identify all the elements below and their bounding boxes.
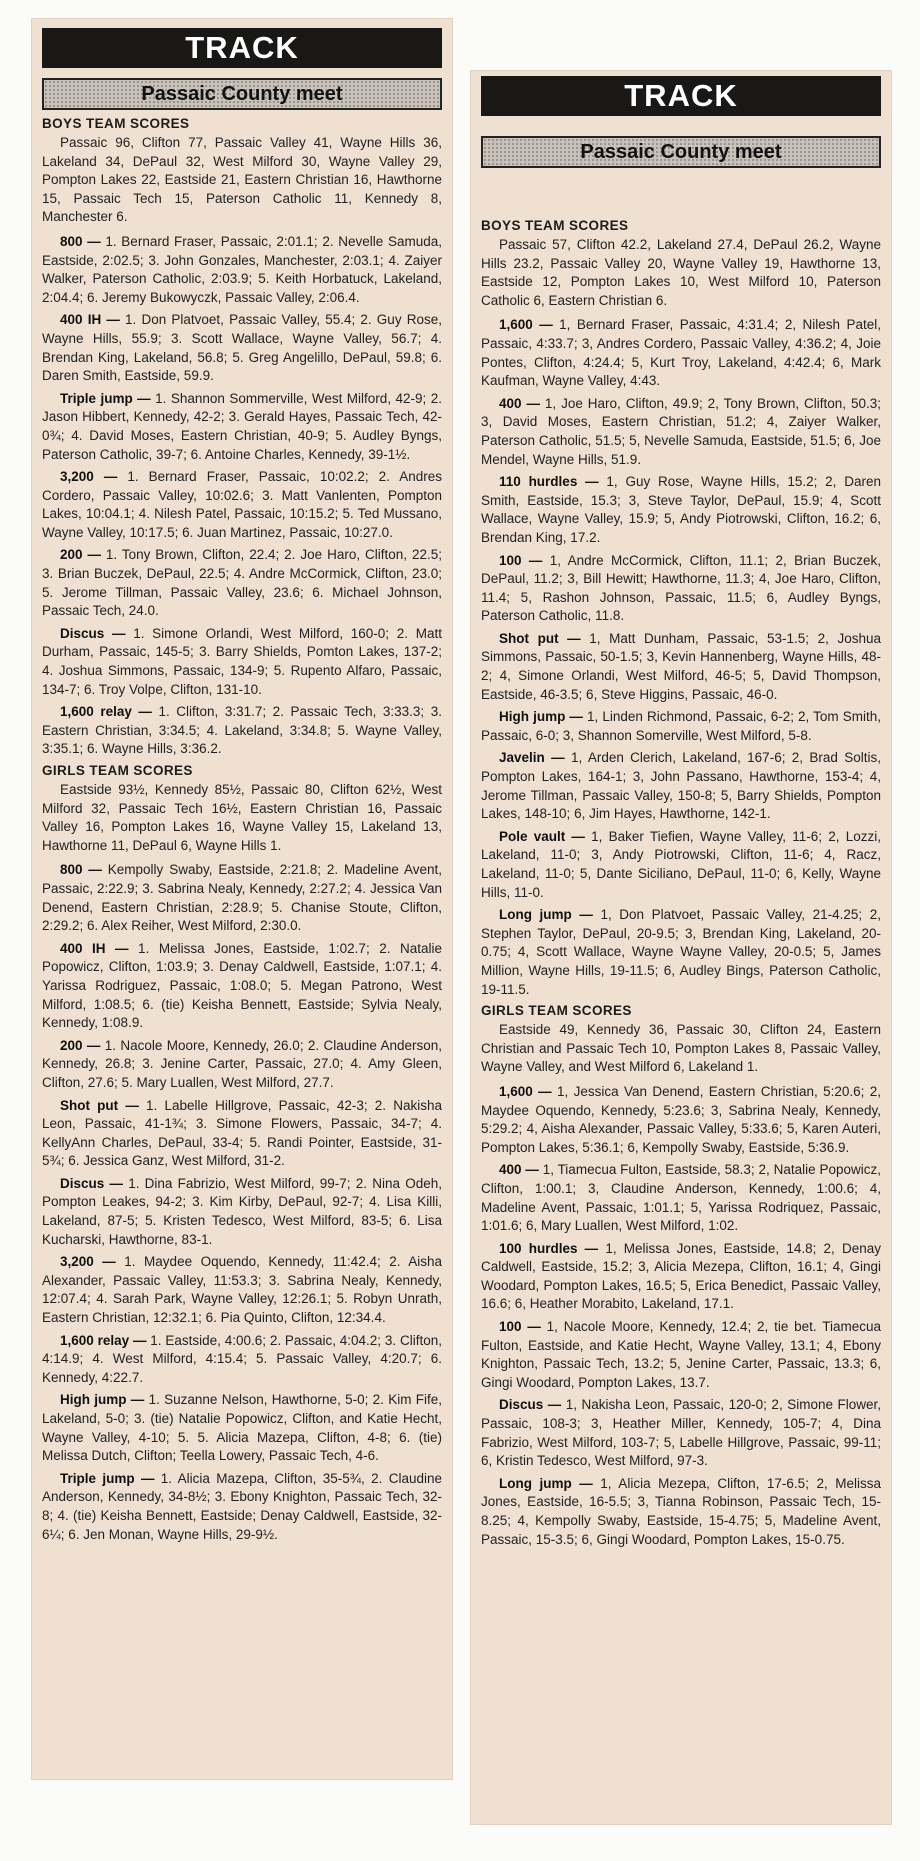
event-placings: 1. Bernard Fraser, Passaic, 10:02.2; 2. Andres Cordero, Passaic Valley, 10:02.6; 3. Matt Vanlenten, Pompton Lakes, 10:04.1; 4. Nilesh Patel, Passaic, 10:15.2; 5. Ted Mussano, Wayne Valley, 10:17.5; 6. Juan Martinez, Passaic, 10:27.0. [42,469,442,540]
boys-team-scores: Passaic 96, Clifton 77, Passaic Valley 41, Wayne Hills 36, Lakeland 34, DePaul 32, West Milford 30, Wayne Valley 29, Pompton Lakes 22, Eastside 21, Eastern Christian 16, Hawthorne 15, Passaic Tech 15, Paterson Catholic 11, Kennedy 8, Manchester 6. [42,135,442,225]
event-placings: 1, Nakisha Leon, Passaic, 120-0; 2, Simone Flower, Passaic, 108-3; 3, Heather Miller, Kennedy, 105-7; 4, Dina Fabrizio, West Milford, 103-7; 5, Labelle Hillgrove, Passaic, 99-11; 6, Kristin Tedesco, West Milford, 97-3. [481,1397,881,1469]
event-placings: 1, Matt Dunham, Passaic, 53-1.5; 2, Joshua Simmons, Passaic, 50-1.5; 3, Kevin Hannenberg, Wayne Hills, 48-2; 4, Simone Orlandi, West Milford, 46-5; 5, David Thompson, Eastside, 46-3.5; 6, Steve Higgins, Passaic, 46-0. [481,630,882,702]
boys-team-scores-label: BOYS TEAM SCORES [481,218,629,233]
event-result [42,861,442,935]
event-result [42,1097,442,1171]
event-name: 3,200 — [60,469,118,485]
right-clipping [470,70,892,1825]
event-placings: 1. Clifton, 3:31.7; 2. Passaic Tech, 3:33.3; 3. Eastern Christian, 3:34.5; 4. Lakeland, 3:34.8; 5. Wayne Valley, 3:35.1; 6. Wayne Hills, 3:36.2. [42,704,442,757]
event-name: Discus — [499,1397,562,1413]
event-result [42,1253,442,1327]
event-result [42,625,442,699]
event-name: Discus — [60,625,126,641]
event-placings: 1. Melissa Jones, Eastside, 1:02.7; 2. Natalie Popowicz, Clifton, 1:03.9; 3. Denay Caldwell, Eastside, 1:07.1; 4. Yarissa Rodriguez, Passaic, 1:08.0; 5. Megan Patrono, West Milford, 1:08.5; 6. (tie) Keisha Bennett, Eastside; Sylvia Nealy, Kennedy, 1:08.9. [42,940,442,1031]
event-result [42,1470,442,1544]
event-name: 1,600 relay — [60,1332,147,1348]
event-name: Long jump — [499,1475,593,1491]
event-name: Pole vault — [499,828,585,844]
event-placings: 1, Tiamecua Fulton, Eastside, 58.3; 2, Natalie Popowicz, Clifton, 1:00.1; 3, Claudine Anderson, Kennedy, 1:00.6; 4, Madeline Avent, Passaic, 1:01.1; 5, Yarissa Rodriquez, Passaic, 1:01.6; 6, Mary Luallen, West Milford, 1:02. [481,1162,881,1234]
event-result [481,395,881,469]
event-name: Shot put — [499,630,581,646]
girls-event-results [481,1083,881,1549]
girls-team-scores-label: GIRLS TEAM SCORES [481,1003,632,1019]
event-placings: 1. Tony Brown, Clifton, 22.4; 2. Joe Haro, Clifton, 22.5; 3. Brian Buczek, DePaul, 22.5; 4. Andre McCormick, Clifton, 23.0; 5. Jerome Tillman, Passaic Valley, 23.6; 6. Michael Johnson, Passaic Tech, 24.0. [42,547,442,619]
event-result [481,708,881,745]
event-result [42,940,442,1033]
event-name: 200 — [60,1037,101,1053]
boys-event-results [481,316,881,999]
event-name: 800 — [60,233,101,249]
event-name: 200 — [60,547,101,563]
event-placings: 1, Bernard Fraser, Passaic, 4:31.4; 2, Nilesh Patel, Passaic, 4:33.7; 3, Andres Cordero, Passaic Valley, 4:36.2; 4, Joie Pontes, Clifton, 4:24.4; 5, Kurt Troy, Lakeland, 4:42.4; 6, Mark Kaufman, Wayne Valley, 4:43. [481,317,881,389]
event-result [42,1332,442,1388]
event-name: Javelin — [499,750,565,766]
event-name: 100 — [499,552,543,568]
event-result [42,703,442,759]
event-result [42,1175,442,1249]
event-placings: 1, Joe Haro, Clifton, 49.9; 2, Tony Brown, Clifton, 50.3; 3, David Moses, Eastern Christian, 51.2; 4, Zaiyer Walker, Paterson Catholic, 51.5; 5, Nevelle Samuda, Eastside, 51.5; 6, Joe Mendel, Wayne Hills, 51.9. [481,395,881,467]
event-placings: 1, Guy Rose, Wayne Hills, 15.2; 2, Daren Smith, Eastside, 15.3; 3, Steve Taylor, DePaul, 15.9; 4, Scott Wallace, Wayne Valley, 15.9; 5, Andy Piotrowski, Clifton, 16.2; 6, Brendan King, 17.2. [481,474,881,545]
event-name: 800 — [60,862,102,878]
event-placings: 1. Eastside, 4:00.6; 2. Passaic, 4:04.2; 3. Clifton, 4:14.9; 4. West Milford, 4:15.4; 5. Passaic Valley, 4:20.7; 6. Kennedy, 4:22.7. [42,1332,442,1385]
event-placings: 1, Andre McCormick, Clifton, 11.1; 2, Brian Buczek, DePaul, 11.2; 3, Bill Hewitt; Hawthorne, 11.3; 4, Joe Haro, Clifton, 11.4; 5, Rashon Johnson, Passaic, 11.5; 6, Audley Byngs, Paterson Catholic, 11.8. [481,552,882,624]
event-placings: 1, Arden Clerich, Lakeland, 167-6; 2, Brad Soltis, Pompton Lakes, 164-1; 3, John Passano, Hawthorne, 153-4; 4, Jerome Tillman, Passaic Valley, 150-8; 5, Barry Shields, Pompton Lakes, 148-10; 6, Jim Hayes, Hawthorne, 142-1. [481,750,882,822]
girls-team-scores: Eastside 93½, Kennedy 85½, Passaic 80, Clifton 62½, West Milford 32, Passaic Tech 16½, Eastern Christian 16, Passaic Valley 16, Pompton Lakes 16, Wayne Valley 15, Lakeland 13, Hawthorne 11, DePaul 6, Wayne Hills 1. [42,782,442,853]
right-clipping-content [470,70,892,1549]
event-name: 110 hurdles — [499,474,599,490]
event-result [481,749,881,823]
event-result [481,630,881,704]
boys-event-results [42,233,442,759]
event-name: 1,600 — [499,1083,552,1099]
event-placings: 1. Simone Orlandi, West Milford, 160-0; 2. Matt Durham, Passaic, 145-5; 3. Barry Shields, Pomton Lakes, 137-2; 4. Joshua Simmons, Passaic, 134-9; 5. Rupento Alfaro, Passaic, 134-7; 6. Troy Volpe, Clifton, 131-10. [42,625,442,697]
event-result [481,1240,881,1314]
event-result [42,1037,442,1093]
event-name: 400 IH — [60,312,120,328]
event-result [42,468,442,542]
event-result [481,552,881,626]
track-heading: TRACK [481,76,881,116]
event-name: 1,600 — [499,317,553,333]
event-placings: 1, Linden Richmond, Passaic, 6-2; 2, Tom Smith, Passaic, 6-0; 3, Shannon Somerville, West Milford, 5-8. [481,709,881,743]
event-placings: 1. Labelle Hillgrove, Passaic, 42-3; 2. Nakisha Leon, Passaic, 41-1¾; 3. Simone Flowers, Passaic, 34-7; 4. KellyAnn Charles, DePaul, 33-4; 5. Randi Pointer, Eastside, 31-5¾; 6. Jessica Ganz, West Milford, 31-2. [42,1097,442,1169]
event-placings: 1, Alicia Mezepa, Clifton, 17-6.5; 2, Melissa Jones, Eastside, 16-5.5; 3, Tianna Robinson, Passaic Tech, 15-8.25; 4, Kempolly Swaby, Eastside, 15-4.75; 5, Madeline Avent, Passaic, 15-3.5; 6, Gingi Woodard, Pompton Lakes, 15-0.75. [481,1475,881,1547]
event-result [481,1318,881,1392]
event-placings: 1. Nacole Moore, Kennedy, 26.0; 2. Claudine Anderson, Kennedy, 26.8; 3. Jenine Carter, Passaic, 27.0; 4. Amy Gleen, Clifton, 27.6; 5. Mary Luallen, West Milford, 27.7. [42,1037,442,1090]
event-name: 400 — [499,395,540,411]
event-placings: 1, Don Platvoet, Passaic Valley, 21-4.25; 2, Stephen Taylor, DePaul, 20-9.5; 3, Brendan King, Lakeland, 20-0.75; 4, Scott Wallace, Wayne Wayne Valley, 20-0.5; 5, James Million, Wayne Hills, 19-11.5; 6, Audley Bings, Paterson Catholic, 19-11.5. [481,907,881,997]
girls-team-scores: Eastside 49, Kennedy 36, Passaic 30, Clifton 24, Eastern Christian and Passaic Tech 10, Pompton Lakes 8, Passaic Valley, Wayne Valley, and West Milford 6, Lakeland 1. [481,1022,881,1075]
event-name: High jump — [60,1392,145,1408]
event-result [481,1083,881,1157]
event-name: 100 hurdles — [499,1240,599,1256]
boys-team-scores: Passaic 57, Clifton 42.2, Lakeland 27.4, DePaul 26.2, Wayne Hills 23.2, Passaic Valley 20, Wayne Valley 19, Hawthorne 13, Eastside 12, Pompton Lakes 10, West Milford 10, Paterson Catholic 6, Eastern Christian 6. [481,237,881,308]
event-name: Triple jump — [60,1470,155,1486]
event-name: 3,200 — [60,1254,116,1270]
event-placings: 1. Suzanne Nelson, Hawthorne, 5-0; 2. Kim Fife, Lakeland, 5-0; 3. (tie) Natalie Popowicz, Clifton, and Katie Hecht, Wayne Valley, 4-10; 5. 5. Alicia Mazepa, Clifton, 4-8; 6. (tie) Melissa Dutch, Clifton; Teella Lowery, Passaic Tech, 4-6. [42,1392,442,1464]
event-name: Long jump — [499,907,593,923]
event-name: High jump — [499,709,583,725]
track-heading: TRACK [42,28,442,68]
event-result [42,233,442,307]
event-result [481,1396,881,1470]
event-name: 1,600 relay — [60,704,152,720]
event-name: 400 — [499,1162,539,1178]
event-result [481,906,881,999]
left-clipping-content [31,18,453,1544]
event-result [481,828,881,902]
event-result [481,473,881,547]
event-placings: 1. Shannon Sommerville, West Milford, 42-9; 2. Jason Hibbert, Kennedy, 42-2; 3. Gerald Hayes, Passaic Tech, 42-0¾; 4. David Moses, Eastern Christian, 40-9; 5. Audley Byngs, Paterson Catholic, 39-7; 6. Antoine Charles, Kennedy, 39-1½. [42,390,443,462]
meet-subheading: Passaic County meet [42,78,442,110]
meet-subheading: Passaic County meet [481,136,881,168]
event-name: Triple jump — [60,390,151,406]
event-placings: 1. Maydee Oquendo, Kennedy, 11:42.4; 2. Aisha Alexander, Passaic Valley, 11:53.3; 3. Sabrina Nealy, Kennedy, 12:07.4; 4. Sarah Park, Wayne Valley, 12:26.1; 5. Robyn Unrath, Eastern Christian, 12:32.1; 6. Pia Quinto, Clifton, 12:34.4. [42,1254,442,1326]
left-clipping [31,18,453,1780]
event-placings: 1. Dina Fabrizio, West Milford, 99-7; 2. Nina Odeh, Pompton Leakes, 94-2; 3. Kim Kirby, DePaul, 92-7; 4. Lisa Killi, Lakeland, 87-5; 5. Kristen Tedesco, West Milford, 83-5; 6. Lisa Kucharski, Hawthorne, 83-1. [42,1175,442,1247]
event-placings: Kempolly Swaby, Eastside, 2:21.8; 2. Madeline Avent, Passaic, 2:22.9; 3. Sabrina Nealy, Kennedy, 2:27.2; 4. Jessica Van Denend, Eastern Christian, 2:28.9; 5. Chanise Stoute, Clifton, 2:29.2; 6. Alex Reiher, West Milford, 2:30.0. [42,862,442,934]
girls-event-results [42,861,442,1544]
event-placings: 1. Alicia Mazepa, Clifton, 35-5¾, 2. Claudine Anderson, Kennedy, 34-8½; 3. Ebony Knighton, Passaic Tech, 32-8; 4. (tie) Keisha Bennett, Eastside; Denay Caldwell, Eastside, 32-6¼; 6. Jen Monan, Wayne Hills, 29-9½. [42,1470,442,1542]
event-placings: 1, Nacole Moore, Kennedy, 12.4; 2, tie bet. Tiamecua Fulton, Eastside, and Katie Hecht, Wayne Valley, 13.1; 4, Ebony Knighton, Passaic Tech, 13.2; 5, Jenine Carter, Passaic, 13.3; 6, Gingi Woodard, Pompton Lakes, 13.7. [481,1319,881,1390]
event-name: Discus — [60,1175,123,1191]
event-result [42,1391,442,1465]
event-placings: 1, Baker Tiefien, Wayne Valley, 11-6; 2, Lozzi, Lakeland, 11-0; 3, Andy Piotrowski, Clifton, 11-6; 4, Racz, Lakeland, 11-0; 5, Dante Siciliano, DePaul, 11-0; 6, Kelly, Wayne Hills, 11-0. [481,828,881,900]
event-name: 400 IH — [60,940,129,956]
event-placings: 1, Melissa Jones, Eastside, 14.8; 2, Denay Caldwell, Eastside, 15.2; 3, Alicia Mezepa, Clifton, 16.1; 4, Gingi Woodard, Pompton Lakes, 16.5; 5, Erica Benedict, Passaic Valley, 16.6; 6, Heather Morabito, Lakeland, 17.1. [481,1240,881,1312]
event-name: Shot put — [60,1097,139,1113]
event-name: 100 — [499,1319,541,1335]
event-result [42,390,442,464]
event-placings: 1. Bernard Fraser, Passaic, 2:01.1; 2. Nevelle Samuda, Eastside, 2:02.5; 3. John Gonzales, Manchester, 2:03.1; 4. Zaiyer Walker, Paterson Catholic, 2:03.9; 5. Keith Horbatuck, Lakeland, 2:04.4; 6. Jeremy Bukowyczk, Passaic Valley, 2:06.4. [42,233,442,305]
boys-team-scores-label: BOYS TEAM SCORES [42,116,190,131]
event-result [481,1475,881,1549]
event-result [42,311,442,385]
event-placings: 1. Don Platvoet, Passaic Valley, 55.4; 2. Guy Rose, Wayne Hills, 55.9; 3. Scott Wallace, Wayne Valley, 56.7; 4. Brendan King, Lakeland, 56.8; 5. Greg Angelillo, DePaul, 59.8; 6. Daren Smith, Eastside, 59.9. [42,312,442,384]
event-result [42,546,442,620]
girls-team-scores-label: GIRLS TEAM SCORES [42,763,193,778]
event-result [481,1161,881,1235]
event-result [481,316,881,390]
event-placings: 1, Jessica Van Denend, Eastern Christian, 5:20.6; 2, Maydee Oquendo, Kennedy, 5:23.6; 3, Sabrina Nealy, Kennedy, 5:29.2; 4, Aisha Alexander, Passaic Valley, 5:33.6; 5, Karen Auteri, Pompton Lakes, 5:36.1; 6, Kempolly Swaby, Eastside, 5:36.9. [481,1083,881,1155]
